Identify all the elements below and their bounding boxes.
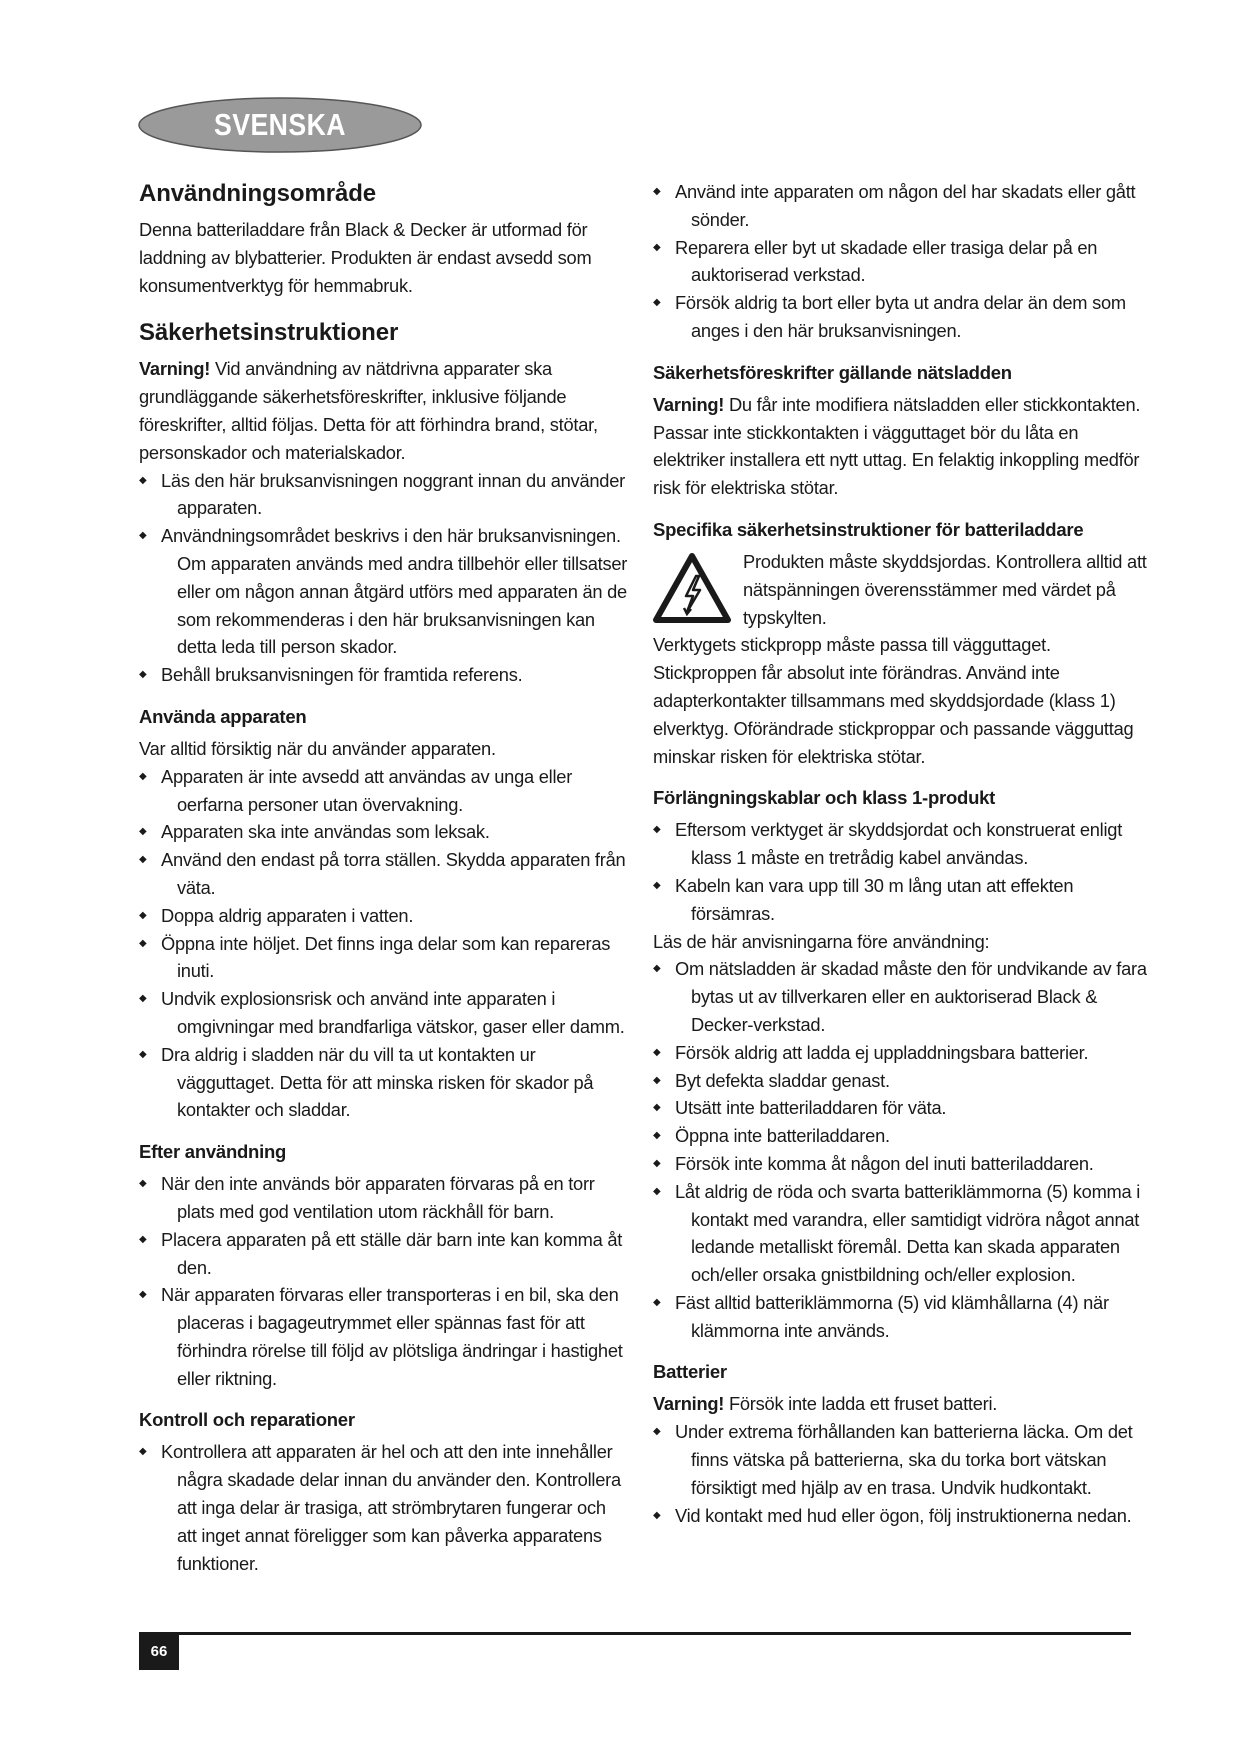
list-item: ◆ Öppna inte höljet. Det finns inga delar som kan repareras inuti. [139,930,629,986]
cord-warning [653,391,1153,502]
ext-list-2 [653,955,1153,1344]
list-item: ◆ När apparaten förvaras eller transporteras i en bil, ska den placeras i bagageutrymmet eller spännas fast för att förhindra rörelse till följd av plötsliga ändringar i hastighet eller riktning. [139,1281,629,1392]
heading-batteries: Batterier [653,1361,727,1383]
left-column [139,172,629,1577]
list-item: ◆ Apparaten är inte avsedd att användas av unga eller oerfarna personer utan övervakning. [139,763,629,819]
list-item: ◆ Kabeln kan vara upp till 30 m lång utan att effekten försämras. [653,872,1153,928]
language-badge [137,96,423,154]
heading-safety: Säkerhetsinstruktioner [139,319,399,347]
right-column [653,178,1153,1529]
list-item: ◆ Försök aldrig att ladda ej uppladdningsbara batterier. [653,1039,1153,1067]
list-item: ◆ Apparaten ska inte användas som leksak. [139,818,629,846]
top-list [653,178,1153,345]
list-item: ◆ Använd den endast på torra ställen. Skydda apparaten från väta. [139,846,629,902]
list-item: ◆ Behåll bruksanvisningen för framtida referens. [139,661,629,689]
list-item: ◆ Eftersom verktyget är skyddsjordat och konstruerat enligt klass 1 måste en tretrådig kabel användas. [653,816,1153,872]
page-number: 66 [139,1634,179,1670]
list-item: ◆ Placera apparaten på ett ställe där barn inte kan komma åt den. [139,1226,629,1282]
warning-label: Varning! [653,393,725,415]
charger-warning-block [653,548,1153,631]
warning-text: Du får inte modifiera nätsladden eller stickkontakten. Passar inte stickkontakten i vägguttaget bör du låta en elektriker installera ett nytt uttag. En felaktig inkoppling medför risk för elektriska stötar. [653,393,1141,499]
safety-warning [139,355,629,466]
list-item: ◆ Byt defekta sladdar genast. [653,1067,1153,1095]
heading-use: Använda apparaten [139,705,307,727]
list-item: ◆ Försök inte komma åt någon del inuti batteriladdaren. [653,1150,1153,1178]
list-item: ◆ Använd inte apparaten om någon del har skadats eller gått sönder. [653,178,1153,234]
warning-text: Vid användning av nätdrivna apparater ska grundläggande säkerhetsföreskrifter, inklusive följande föreskrifter, alltid följas. Detta för att förhindra brand, stötar, personskador och materialskador. [139,358,598,463]
list-item: ◆ Låt aldrig de röda och svarta batteriklämmorna (5) komma i kontakt med varandra, eller samtidigt vidröra något annat ledande metalliskt föremål. Detta kan skada apparaten och/eller orsaka gnistbildning och/eller explosion. [653,1178,1153,1289]
list-item: ◆ Läs den här bruksanvisningen noggrant innan du använder apparaten. [139,467,629,523]
charger-icon-text: Produkten måste skyddsjordas. Kontrollera alltid att nätspänningen överensstämmer med värdet på typskylten. [743,550,1147,628]
heading-extension: Förlängningskablar och klass 1-produkt [653,787,996,809]
heading-charger: Specifika säkerhetsinstruktioner för batteriladdare [653,518,1084,540]
footer-rule [139,1632,1131,1635]
heading-cord: Säkerhetsföreskrifter gällande nätsladden [653,361,1012,383]
list-item: ◆ Öppna inte batteriladdaren. [653,1122,1153,1150]
list-item: ◆ Vid kontakt med hud eller ögon, följ instruktionerna nedan. [653,1502,1153,1530]
warning-text: Försök inte ladda ett fruset batteri. [724,1393,998,1415]
heading-usage: Användningsområde [139,180,376,207]
list-item: ◆ Utsätt inte batteriladdaren för väta. [653,1094,1153,1122]
list-item: ◆ Undvik explosionsrisk och använd inte apparaten i omgivningar med brandfarliga vätskor, gaser eller damm. [139,985,629,1041]
use-list [139,763,629,1124]
ext-text: Läs de här anvisningarna före användning: [653,930,990,952]
list-item: ◆ Reparera eller byt ut skadade eller trasiga delar på en auktoriserad verkstad. [653,234,1153,290]
safety-list [139,467,629,689]
list-item: ◆ Doppa aldrig apparaten i vatten. [139,902,629,930]
list-item: ◆ Under extrema förhållanden kan batterierna läcka. Om det finns vätska på batterierna, ska du torka bort vätskan försiktigt med hjälp av en trasa. Undvik hudkontakt. [653,1418,1153,1501]
warning-label: Varning! [653,1393,725,1415]
list-item: ◆ När den inte används bör apparaten förvaras på en torr plats med god ventilation utom räckhåll för barn. [139,1170,629,1226]
language-label: SVENSKA [214,107,346,142]
after-list [139,1170,629,1392]
usage-text: Denna batteriladdare från Black & Decker är utformad för laddning av blybatterier. Produkten är endast avsedd som konsumentverktyg för hemmabruk. [139,219,592,296]
batt-list [653,1418,1153,1529]
heading-repair: Kontroll och reparationer [139,1409,355,1431]
electric-shock-warning-icon [653,552,731,624]
repair-list [139,1438,629,1577]
list-item: ◆ Dra aldrig i sladden när du vill ta ut kontakten ur vägguttaget. Detta för att minska risken för skador på kontakter och sladdar. [139,1041,629,1124]
warning-label: Varning! [139,358,211,380]
use-text: Var alltid försiktig när du använder apparaten. [139,737,496,759]
charger-text: Verktygets stickpropp måste passa till vägguttaget. Stickproppen får absolut inte förändras. Använd inte adapterkontakter tillsammans med skyddsjordade (klass 1) elverktyg. Oförändrade stickproppar och passande vägguttag minskar risken för elektriska stötar. [653,634,1134,767]
list-item: ◆ Om nätsladden är skadad måste den för undvikande av fara bytas ut av tillverkaren eller en auktoriserad Black & Decker-verkstad. [653,955,1153,1038]
list-item: ◆ Försök aldrig ta bort eller byta ut andra delar än dem som anges i den här bruksanvisningen. [653,289,1153,345]
list-item: ◆ Kontrollera att apparaten är hel och att den inte innehåller några skadade delar innan du använder den. Kontrollera att inga delar är trasiga, att strömbrytaren fungerar och att inget annat föreligger som kan påverka apparatens funktioner. [139,1438,629,1577]
list-item: ◆ Användningsområdet beskrivs i den här bruksanvisningen. Om apparaten används med andra tillbehör eller tillsatser eller om någon annan åtgärd utförs med apparaten än de som rekommenderas i den här bruksanvisningen kan detta leda till person skador. [139,522,629,661]
heading-after: Efter användning [139,1141,287,1163]
ext-list [653,816,1153,927]
list-item: ◆ Fäst alltid batteriklämmorna (5) vid klämhållarna (4) när klämmorna inte används. [653,1289,1153,1345]
batt-warning [653,1390,1153,1418]
